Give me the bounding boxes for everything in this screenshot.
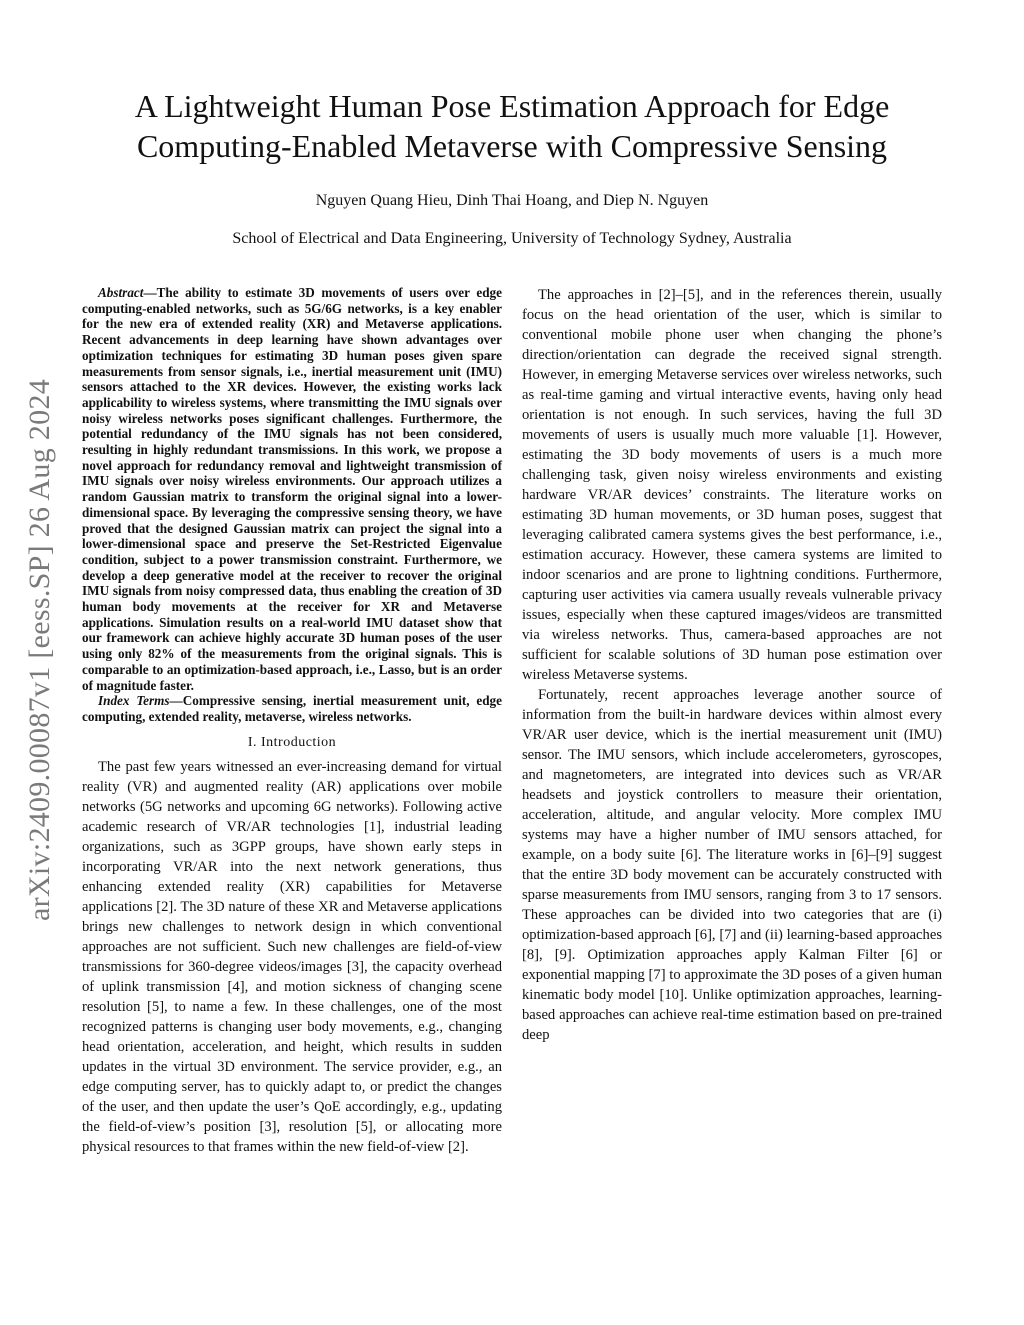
index-terms-text: —Compressive sensing, inertial measurement unit, edge computing, extended reality, metaverse, wireless networks. <box>82 693 502 724</box>
affiliation: School of Electrical and Data Engineering, University of Technology Sydney, Australia <box>232 230 792 247</box>
intro-paragraph-3-text: Fortunately, recent approaches leverage another source of information from the built-in hardware devices within almost every VR/AR user device, which is the inertial measurement unit (IMU) sensor. The IMU sensors, which include accelerometers, gyroscopes, and magnetometers, are integrated into devices such as VR/AR headsets and joystick controllers to measure their orientation, acceleration, altitude, and angular velocity. More complex IMU systems may have a higher number of IMU sensors attached, for example, on a body suite [6]. The literature works in [6]–[9] suggest that the entire 3D body movement can be accurately constructed with sparse measurements from IMU sensors, ranging from 3 to 17 sensors. These approaches can be divided into two categories that are (i) optimization-based approach [6], [7] and (ii) learning-based approaches [8], [9]. Optimization approaches apply Kalman Filter [6] or exponential mapping [7] to approximate the 3D poses of a given human kinematic body model [10]. Unlike optimization approaches, learning-based approaches can achieve real-time estimation based on pre-trained deep <box>522 687 942 1043</box>
intro-paragraph-3 <box>522 685 942 1045</box>
author-list: Nguyen Quang Hieu, Dinh Thai Hoang, and Diep N. Nguyen <box>315 192 709 209</box>
section-heading-introduction: I. Introduction <box>247 734 337 750</box>
abstract-text: —The ability to estimate 3D movements of users over edge computing-enabled networks, such as 5G/6G networks, is a key enabler for the new era of extended reality (XR) and Metaverse applications. Recent advancements in deep learning have shown advantages over optimization techniques for estimating 3D human poses given spare measurements from sensor signals, i.e., inertial measurement unit (IMU) sensors attached to the XR devices. However, the existing works lack applicability to wireless systems, where transmitting the IMU signals over noisy wireless networks poses significant challenges. Furthermore, the potential redundancy of the IMU signals has not been considered, resulting in highly redundant transmissions. In this work, we propose a novel approach for redundancy removal and lightweight transmission of IMU signals over noisy wireless environments. Our approach utilizes a random Gaussian matrix to transform the original signal into a lower-dimensional space. By leveraging the compressive sensing theory, we have proved that the designed Gaussian matrix can project the signal into a lower-dimensional space and preserve the Set-Restricted Eigenvalue condition, subject to a power transmission constraint. Furthermore, we develop a deep generative model at the receiver to recover the original IMU signals from noisy compressed data, thus enabling the creation of 3D human body movements at the receiver for XR and Metaverse applications. Simulation results on a real-world IMU dataset show that our framework can achieve highly accurate 3D human poses of the user using only 82% of the measurements from the original signals. This is comparable to an optimization-based approach, i.e., Lasso, but is an order of magnitude faster. <box>82 285 502 693</box>
arxiv-identifier: arXiv:2409.00087v1 [eess.SP] 26 Aug 2024 <box>23 379 57 921</box>
right-column <box>522 285 942 1045</box>
title-line-2: Computing-Enabled Metaverse with Compressive Sensing <box>136 128 888 164</box>
paper-title <box>60 86 964 166</box>
abstract <box>82 285 502 693</box>
left-column <box>82 285 502 1157</box>
index-terms <box>82 693 502 724</box>
intro-paragraph-2 <box>522 285 942 685</box>
abstract-label: Abstract <box>98 285 144 300</box>
index-terms-label: Index Terms <box>98 693 170 709</box>
intro-paragraph-1-text: The past few years witnessed an ever-increasing demand for virtual reality (VR) and augmented reality (AR) applications over mobile networks (5G networks and upcoming 6G networks). Following active academic research of VR/AR technologies [1], industrial leading organizations, such as 3GPP groups, have shown early steps in incorporating VR/AR into the next network generations, thus enhancing extended reality (XR) capabilities for Metaverse applications [2]. The 3D nature of these XR and Metaverse applications brings new challenges to network design in which conventional approaches are not sufficient. Such new challenges are field-of-view transmissions for 360-degree videos/images [3], the capacity overhead of uplink transmission [4], and motion sickness of changing scene resolution [5], to name a few. In these challenges, one of the most recognized patterns is changing user body movements, e.g., changing head orientation, acceleration, and height, which results in sudden updates in the virtual 3D environment. The service provider, e.g., an edge computing server, has to quickly adapt to, or predict the changes of the user, and then update the user’s QoE accordingly, e.g., updating the field-of-view’s position [3], resolution [5], or allocating more physical resources to that frames within the new field-of-view [2]. <box>82 758 502 1155</box>
intro-paragraph-1 <box>82 757 502 1157</box>
intro-paragraph-2-text: The approaches in [2]–[5], and in the references therein, usually focus on the head orientation of the user, which is similar to conventional mobile phone user when changing the phone’s direction/orientation can degrade the received signal strength. However, in emerging Metaverse services over wireless networks, such as real-time gaming and virtual interactive events, having only head orientation is not enough. In such services, having the full 3D movements of users is usually much more valuable [1]. However, estimating the 3D body movements of users is a much more challenging task, given noisy wireless environments and existing hardware VR/AR devices’ constraints. The literature works on estimating 3D human movements, or 3D human poses, suggest that leveraging calibrated camera systems gives the best performance, i.e., estimation accuracy. However, these camera systems are limited to indoor scenarios and are prone to lightning conditions. Furthermore, capturing user activities via camera usually reveals vulnerable privacy issues, especially when these captured images/videos are transmitted via wireless networks. Thus, camera-based approaches are not sufficient for scalable solutions of 3D human pose estimation over wireless Metaverse systems. <box>522 287 942 683</box>
arxiv-sidebar <box>10 345 70 955</box>
title-line-1: A Lightweight Human Pose Estimation Approach for Edge <box>134 88 890 124</box>
